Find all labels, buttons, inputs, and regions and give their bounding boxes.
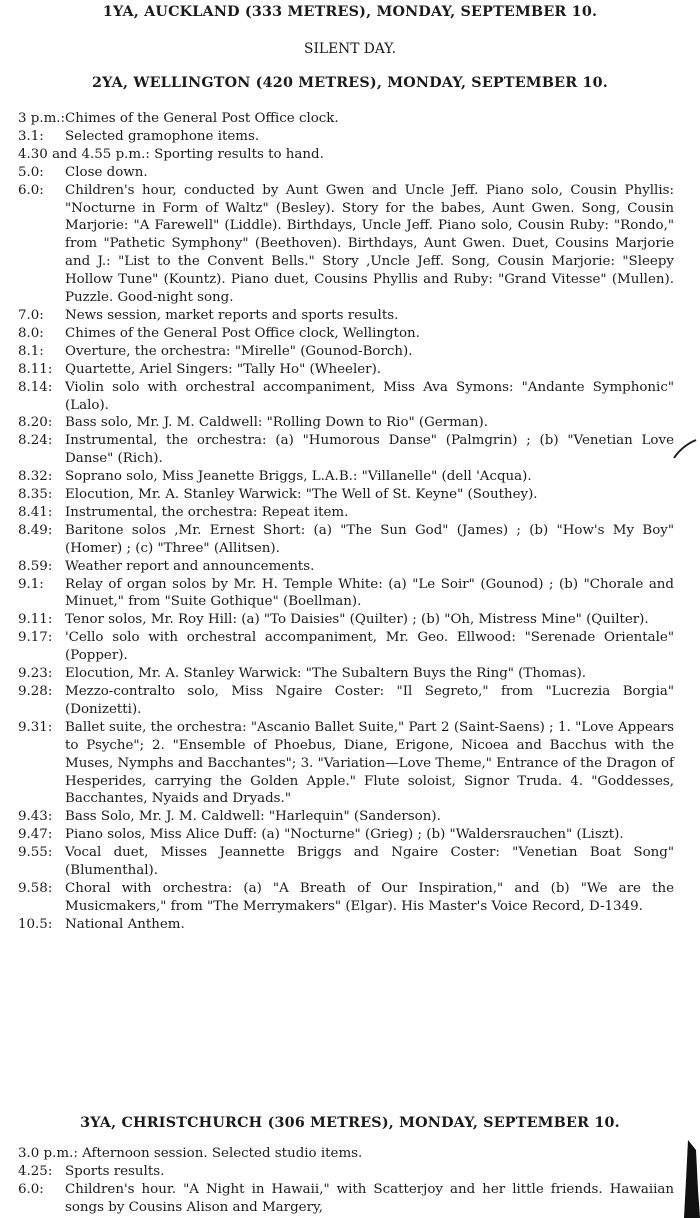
item-time: 8.41: [18,504,53,520]
item-text: Choral with orchestra: (a) "A Breath of Our Inspiration," and (b) "We are the Musicmakers," from "The Merrymakers" (Elgar). His Master's Voice Record, D-1349. [65,880,674,914]
item-time: 3 p.m.: [18,111,66,126]
item-text: Chimes of the General Post Office clock. [65,111,339,126]
item-time: 7.0: [18,307,44,323]
programme-item [18,414,674,432]
item-time: 9.43: [18,809,53,825]
item-text: Relay of organ solos by Mr. H. Temple White: (a) "Le Soir" (Gounod) ; (b) "Chorale and Minuet," from "Suite Gothique" (Boellman). [65,576,674,610]
item-text: Chimes of the General Post Office clock, Wellington. [65,325,420,341]
programme-item [18,504,674,522]
programme-item [18,182,674,307]
item-time: 8.11: [18,361,53,377]
item-time: 6.0: [18,1181,44,1197]
item-text: Elocution, Mr. A. Stanley Warwick: "The Subaltern Buys the Ring" (Thomas). [65,666,587,682]
item-text: Weather report and announcements. [65,558,315,574]
item-time: 9.47: [18,827,53,843]
programme-item [18,611,674,629]
item-time: 9.17: [18,630,53,646]
item-time: 3.1: [18,128,44,144]
auckland-heading: 1YA, AUCKLAND (333 METRES), MONDAY, SEPTEMBER 10. [102,4,598,20]
item-text: Elocution, Mr. A. Stanley Warwick: "The Well of St. Keyne" (Southey). [65,487,538,503]
programme-item [18,629,674,665]
item-time: 5.0: [18,164,44,180]
item-text: Bass solo, Mr. J. M. Caldwell: "Rolling Down to Rio" (German). [65,415,488,431]
item-text: Children's hour, conducted by Aunt Gwen and Uncle Jeff. Piano solo, Cousin Phyllis: "Nocturne in Form of Waltz" (Besley). Story for the babes, Aunt Gwen. Song, Cousin Marjorie: "A Farewell" (Liddle). Birthdays, Uncle Jeff. Piano solo, Cousin Ruby: "Rondo," from "Pathetic Symphony" (Beethoven). Birthdays, Aunt Gwen. Duet, Cousins Marjorie and J.: "List to the Convent Bells." Story ,Uncle Jeff. Song, Cousin Marjorie: "Sleepy Hollow Tune" (Kountz). Piano duet, Cousins Phyllis and Ruby: "Grand Vitesse" (Mullen). Puzzle. Good-night song. [65,182,674,306]
item-text: Instrumental, the orchestra: Repeat item. [65,504,349,520]
item-text: Sports results. [65,1163,165,1179]
programme-item [18,432,674,468]
item-time: 8.35: [18,487,53,503]
programme-item [18,880,674,916]
item-time: 8.14: [18,379,53,395]
item-time: 10.5: [18,916,53,932]
item-time: 4.30 and 4.55 p.m.: [18,146,150,162]
programme-item [18,522,674,558]
programme-item [18,325,674,343]
item-time: 9.11: [18,612,53,628]
item-text: Vocal duet, Misses Jeannette Briggs and Ngaire Coster: "Venetian Boat Song" (Blumenthal). [65,845,674,879]
item-time: 9.58: [18,880,53,896]
item-text: Quartette, Ariel Singers: "Tally Ho" (Wheeler). [65,361,382,377]
item-time: 3.0 p.m.: [18,1146,78,1161]
programme-item [18,110,674,128]
auckland-silent-day: SILENT DAY. [304,41,396,57]
programme-item [18,665,674,683]
item-text: Selected gramophone items. [65,128,260,144]
item-text: Afternoon session. Selected studio items. [82,1146,363,1161]
programme-item [18,1145,674,1163]
programme-item [18,361,674,379]
item-time: 4.25: [18,1163,53,1179]
programme-item [18,576,674,612]
programme-item [18,379,674,415]
item-time: 8.1: [18,343,44,359]
item-time: 8.0: [18,325,44,341]
item-text: Children's hour. "A Night in Hawaii," with Scatterjoy and her little friends. Hawaiian songs by Cousins Alison and Margery, [65,1181,674,1215]
christchurch-heading: 3YA, CHRISTCHURCH (306 METRES), MONDAY, SEPTEMBER 10. [80,1115,620,1131]
programme-item [18,558,674,576]
programme-item [18,1163,674,1181]
programme-item [18,468,674,486]
item-text: Soprano solo, Miss Jeanette Briggs, L.A.B.: "Villanelle" (dell 'Acqua). [65,469,532,485]
item-text: Instrumental, the orchestra: (a) "Humorous Danse" (Palmgrin) ; (b) "Venetian Love Danse" (Rich). [65,433,674,467]
programme-item [18,307,674,325]
programme-item [18,164,674,182]
programme-item [18,146,674,164]
item-time: 8.49: [18,522,53,538]
item-text: Sporting results to hand. [154,146,324,162]
item-text: Close down. [65,164,148,180]
item-text: Piano solos, Miss Alice Duff: (a) "Nocturne" (Grieg) ; (b) "Waldersrauchen" (Liszt). [65,827,624,843]
item-time: 9.1: [18,576,44,592]
item-time: 8.24: [18,433,53,449]
wellington-programme [18,110,674,934]
item-time: 9.23: [18,666,53,682]
item-time: 9.31: [18,719,53,735]
programme-item [18,683,674,719]
programme-item [18,844,674,880]
item-text: 'Cello solo with orchestral accompaniment, Mr. Geo. Ellwood: "Serenade Orientale" (Popper). [65,630,674,664]
item-text: Baritone solos ,Mr. Ernest Short: (a) "The Sun God" (James) ; (b) "How's My Boy" (Homer) ; (c) "Three" (Allitsen). [65,522,674,556]
item-text: Violin solo with orchestral accompaniment, Miss Ava Symons: "Andante Symphonic" (Lalo). [65,379,674,413]
item-time: 9.55: [18,845,53,861]
programme-item [18,826,674,844]
programme-item [18,808,674,826]
item-time: 9.28: [18,684,53,699]
programme-item [18,128,674,146]
item-text: Tenor solos, Mr. Roy Hill: (a) "To Daisies" (Quilter) ; (b) "Oh, Mistress Mine" (Quilter). [65,612,649,628]
item-text: Overture, the orchestra: "Mirelle" (Gounod-Borch). [65,343,413,359]
christchurch-programme [18,1145,674,1217]
item-time: 8.32: [18,469,53,485]
programme-item [18,486,674,504]
item-text: Bass Solo, Mr. J. M. Caldwell: "Harlequin" (Sanderson). [65,809,441,825]
programme-item [18,719,674,809]
item-time: 6.0: [18,182,44,198]
scan-blot-decoration [670,1130,700,1218]
item-time: 8.59: [18,558,53,574]
item-text: Mezzo-contralto solo, Miss Ngaire Coster: "Il Segreto," from "Lucrezia Borgia" (Donizetti). [65,684,674,717]
wellington-heading: 2YA, WELLINGTON (420 METRES), MONDAY, SEPTEMBER 10. [92,75,608,91]
item-time: 8.20: [18,415,53,431]
item-text: National Anthem. [65,916,185,932]
scan-mark-decoration [672,438,698,462]
programme-item [18,1181,674,1217]
item-text: Ballet suite, the orchestra: "Ascanio Ballet Suite," Part 2 (Saint-Saens) ; 1. "Love Appears to Psyche"; 2. "Ensemble of Phoebus, Diane, Erigone, Nicoea and Bacchus with the Muses, Nymphs and Bacchantes"; 3. "Variation—Love Theme," Entrance of the Dragon of Hesperides, carrying the Golden Apple." Flute soloist, Signor Truda. 4. "Goddesses, Bacchantes, Nyaids and Dryads." [65,719,674,807]
programme-item [18,343,674,361]
programme-item [18,916,674,934]
item-text: News session, market reports and sports results. [65,307,399,323]
